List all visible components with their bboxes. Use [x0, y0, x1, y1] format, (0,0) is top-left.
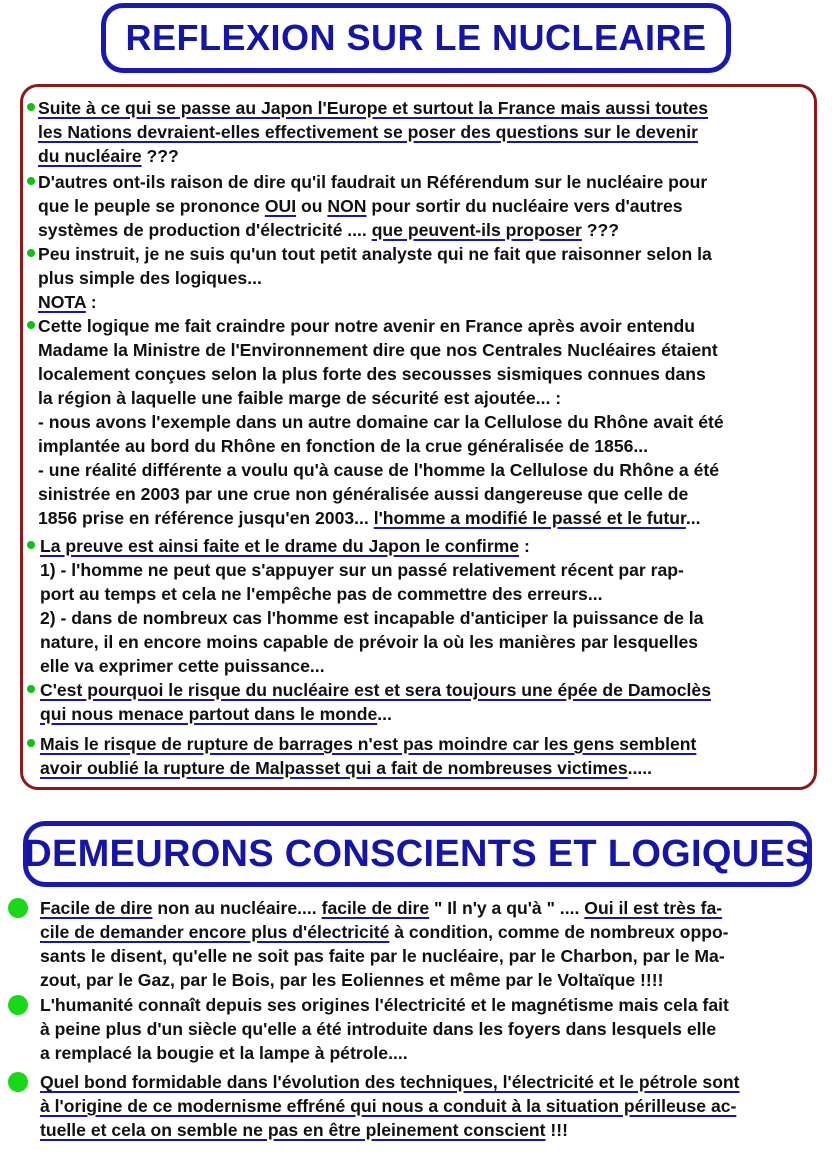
text-line	[38, 218, 707, 242]
bullet-icon	[27, 249, 35, 257]
underlined-text: facile de dire	[321, 898, 430, 918]
text-line	[40, 1041, 729, 1065]
text-line	[40, 534, 703, 558]
text-line	[40, 993, 729, 1017]
text-run: 1) - l'homme ne peut que s'appuyer sur un passé relativement récent par rap-	[40, 560, 684, 580]
text-run: - une réalité différente a voulu qu'à cause de l'homme la Cellulose du Rhône a été	[38, 460, 720, 480]
text-line	[38, 242, 712, 266]
underlined-text: l'homme a modifié le passé et le futur	[373, 508, 686, 528]
underlined-text: NON	[327, 196, 367, 216]
text-run: ...	[685, 508, 701, 528]
text-line	[40, 582, 703, 606]
bullet-icon	[27, 541, 35, 549]
underlined-text: qui nous menace partout dans le monde	[40, 704, 378, 724]
text-line	[38, 506, 724, 530]
text-line	[40, 1017, 729, 1041]
underlined-text: Facile de dire	[40, 898, 153, 918]
paragraph-humanite	[40, 993, 729, 1065]
text-run: pour sortir du nucléaire vers d'autres	[366, 196, 683, 216]
text-line	[38, 266, 712, 290]
text-run: L'humanité connaît depuis ses origines l'électricité et le magnétisme mais cela fait	[40, 995, 729, 1015]
text-line	[40, 896, 729, 920]
text-run: localement conçues selon la plus forte des secousses sismiques connues dans	[38, 364, 706, 384]
text-line	[38, 144, 708, 168]
text-run: plus simple des logiques...	[38, 268, 262, 288]
text-line	[38, 458, 724, 482]
text-run: sants le disent, qu'elle ne soit pas faite par le nucléaire, par le Charbon, par le Ma-	[40, 946, 725, 966]
text-line	[40, 732, 696, 756]
paragraph-bond-formidable	[40, 1070, 740, 1142]
text-line	[40, 920, 729, 944]
text-line	[38, 314, 724, 338]
text-run: non au nucléaire....	[152, 898, 322, 918]
text-line	[38, 434, 724, 458]
bullet-icon	[27, 177, 35, 185]
text-run: :	[85, 292, 97, 312]
text-run: Cette logique me fait craindre pour notre avenir en France après avoir entendu	[38, 316, 695, 336]
bullet-icon	[27, 685, 35, 693]
text-line	[40, 654, 703, 678]
text-run: 1856 prise en référence jusqu'en 2003...	[38, 508, 374, 528]
underlined-text: cile de demander encore plus d'électricité	[40, 922, 390, 942]
text-run: implantée au bord du Rhône en fonction de la crue généralisée de 1856...	[38, 436, 649, 456]
underlined-text: à l'origine de ce modernisme effréné qui nous a conduit à la situation périlleuse ac-	[40, 1096, 737, 1116]
text-run: a remplacé la bougie et la lampe à pétrole....	[40, 1043, 408, 1063]
green-bullet-icon	[8, 1072, 28, 1092]
text-run: à condition, comme de nombreux oppo-	[389, 922, 729, 942]
underlined-text: avoir oublié la rupture de Malpasset qui a fait de nombreuses victimes	[40, 758, 628, 778]
underlined-text: du nucléaire	[38, 146, 142, 166]
text-line	[38, 362, 724, 386]
text-run: elle va exprimer cette puissance...	[40, 656, 325, 676]
text-run: !!!	[545, 1120, 568, 1140]
underlined-text: NOTA	[38, 292, 86, 312]
text-run: - nous avons l'exemple dans un autre domaine car la Cellulose du Rhône avait été	[38, 412, 724, 432]
bullet-icon	[27, 321, 35, 329]
text-line	[38, 170, 707, 194]
bullet-icon	[27, 103, 35, 111]
text-run: la région à laquelle une faible marge de sécurité est ajoutée... :	[38, 388, 562, 408]
text-run: Peu instruit, je ne suis qu'un tout petit analyste qui ne fait que raisonner selon la	[38, 244, 712, 264]
text-line	[40, 1118, 740, 1142]
underlined-text: OUI	[264, 196, 297, 216]
section-title: DEMEURONS CONSCIENTS ET LOGIQUES	[23, 821, 812, 887]
paragraph-damocles	[40, 678, 711, 726]
text-line	[40, 1070, 740, 1094]
text-line	[40, 1094, 740, 1118]
text-run: ou	[296, 196, 328, 216]
underlined-text: les Nations devraient-elles effectivement se poser des questions sur le devenir	[38, 122, 699, 142]
underlined-text: que peuvent-ils proposer	[371, 220, 582, 240]
underlined-text: Quel bond formidable dans l'évolution des techniques, l'électricité et le pétrole sont	[40, 1072, 740, 1092]
text-run: à peine plus d'un siècle qu'elle a été introduite dans les foyers dans lesquels elle	[40, 1019, 717, 1039]
paragraph-barrages	[40, 732, 696, 780]
page-title: REFLEXION SUR LE NUCLEAIRE	[101, 3, 731, 73]
text-line	[40, 678, 711, 702]
text-run: ???	[581, 220, 620, 240]
text-line	[38, 120, 708, 144]
underlined-text: Mais le risque de rupture de barrages n'est pas moindre car les gens semblent	[40, 734, 697, 754]
paragraph-japan	[38, 96, 708, 168]
text-run: :	[519, 536, 530, 556]
text-run: port au temps et cela ne l'empêche pas de commettre des erreurs...	[40, 584, 603, 604]
text-line	[40, 606, 703, 630]
text-run: sinistrée en 2003 par une crue non généralisée aussi dangereuse que celle de	[38, 484, 689, 504]
paragraph-referendum	[38, 170, 707, 242]
text-run: nature, il en encore moins capable de prévoir la où les manières par lesquelles	[40, 632, 699, 652]
underlined-text: La preuve est ainsi faite et le drame du Japon le confirme	[40, 536, 520, 556]
text-line	[40, 702, 711, 726]
text-line	[38, 194, 707, 218]
underlined-text: C'est pourquoi le risque du nucléaire est et sera toujours une épée de Damoclès	[40, 680, 711, 700]
text-line	[40, 558, 703, 582]
text-run: ...	[377, 704, 392, 724]
text-line	[40, 756, 696, 780]
text-run: zout, par le Gaz, par le Bois, par les Eoliennes et même par le Voltaïque !!!!	[40, 970, 664, 990]
text-line	[38, 410, 724, 434]
text-run: .....	[627, 758, 653, 778]
text-line	[40, 944, 729, 968]
underlined-text: Oui il est très fa-	[584, 898, 723, 918]
text-run: D'autres ont-ils raison de dire qu'il faudrait un Référendum sur le nucléaire pour	[38, 172, 708, 192]
text-line	[38, 386, 724, 410]
paragraph-analyste	[38, 242, 712, 314]
text-line	[38, 290, 712, 314]
green-bullet-icon	[8, 898, 28, 918]
text-run: " Il n'y a qu'à " ....	[429, 898, 585, 918]
paragraph-logique	[38, 314, 724, 530]
text-line	[40, 630, 703, 654]
text-line	[38, 338, 724, 362]
paragraph-facile-de-dire	[40, 896, 729, 992]
paragraph-preuve	[40, 534, 703, 678]
green-bullet-icon	[8, 995, 28, 1015]
text-run: 2) - dans de nombreux cas l'homme est incapable d'anticiper la puissance de la	[40, 608, 704, 628]
text-run: systèmes de production d'électricité ....	[38, 220, 372, 240]
text-run: ???	[141, 146, 179, 166]
text-line	[38, 482, 724, 506]
bullet-icon	[27, 739, 35, 747]
text-run: Madame la Ministre de l'Environnement dire que nos Centrales Nucléaires étaient	[38, 340, 718, 360]
underlined-text: Suite à ce qui se passe au Japon l'Europe et surtout la France mais aussi toutes	[38, 98, 709, 118]
text-line	[38, 96, 708, 120]
text-line	[40, 968, 729, 992]
underlined-text: tuelle et cela on semble ne pas en être pleinement conscient	[40, 1120, 546, 1140]
text-run: que le peuple se prononce	[38, 196, 265, 216]
